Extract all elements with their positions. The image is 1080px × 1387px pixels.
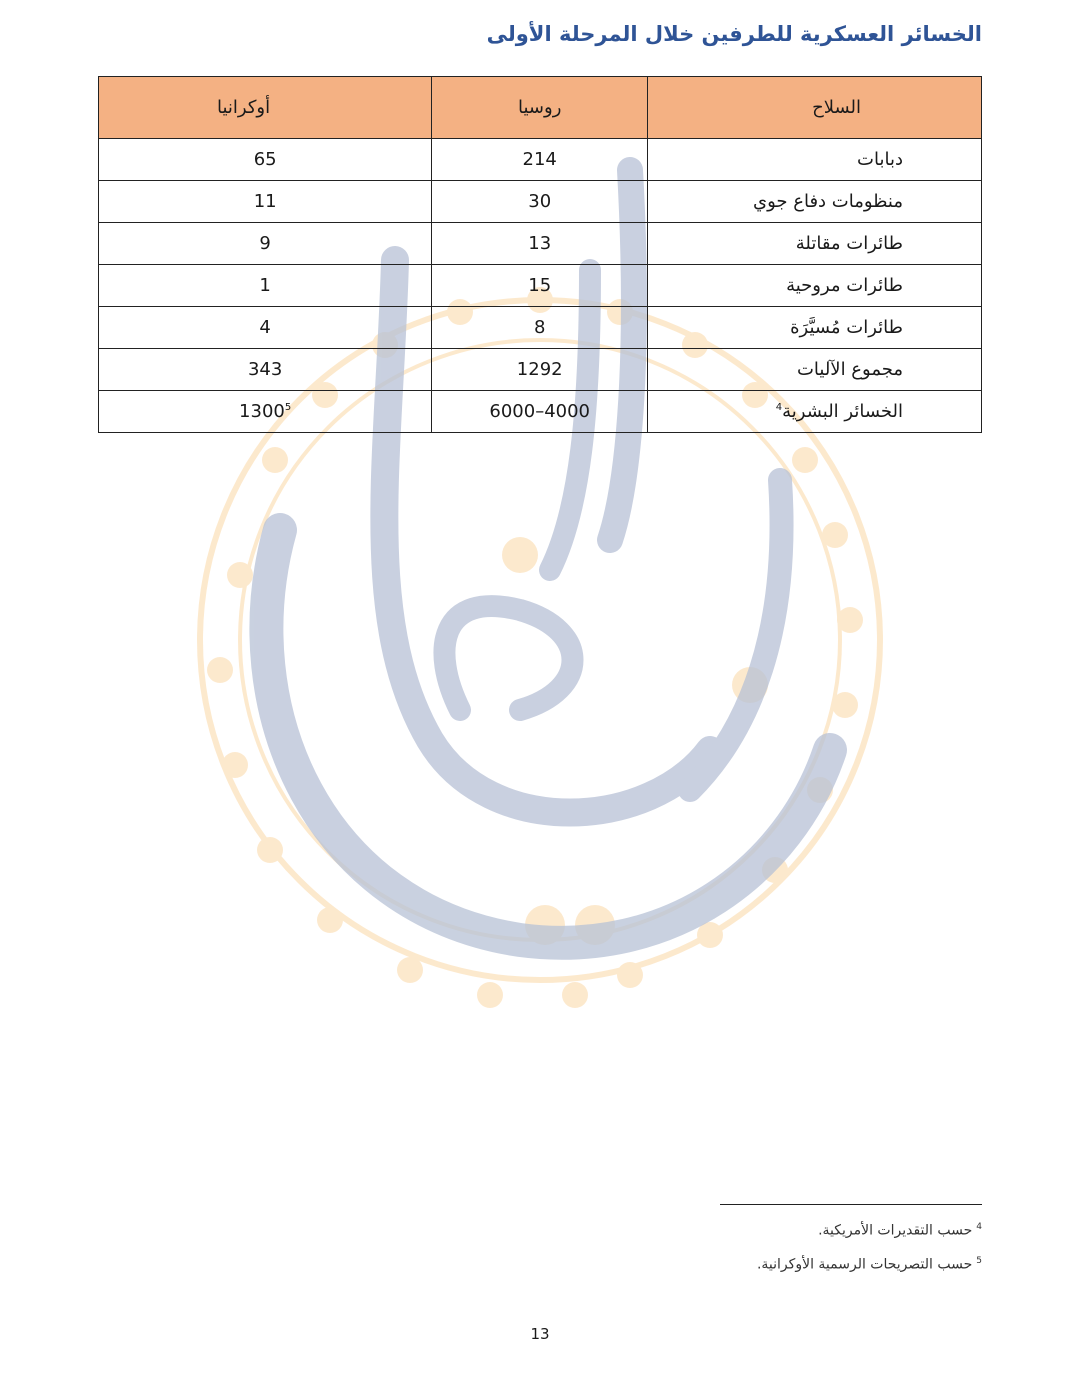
footnote-ref-5[interactable]: 5 — [284, 402, 292, 413]
cell-weapon-text: الخسائر البشرية — [782, 401, 903, 422]
table-row — [99, 349, 982, 391]
header-russia: روسيا — [432, 77, 648, 139]
cell-ukraine: 11 — [99, 181, 432, 223]
table-row — [99, 265, 982, 307]
header-ukraine: أوكرانيا — [99, 77, 432, 139]
table-header-row — [99, 77, 982, 139]
cell-weapon: منظومات دفاع جوي — [648, 181, 982, 223]
losses-table — [98, 76, 982, 433]
cell-weapon: طائرات مروحية — [648, 265, 982, 307]
table-row — [99, 223, 982, 265]
cell-weapon: طائرات مقاتلة — [648, 223, 982, 265]
table-row — [99, 139, 982, 181]
cell-russia: 15 — [432, 265, 648, 307]
footnote-ref-4[interactable]: 4 — [775, 402, 783, 413]
cell-ukraine: 1 — [99, 265, 432, 307]
cell-russia: 1292 — [432, 349, 648, 391]
cell-weapon: مجموع الآليات — [648, 349, 982, 391]
cell-ukraine: 65 — [99, 139, 432, 181]
cell-russia: 4000–6000 — [432, 391, 648, 433]
footnote-divider — [720, 1204, 982, 1205]
cell-weapon — [648, 391, 982, 433]
cell-russia: 30 — [432, 181, 648, 223]
footnote-number: 5 — [976, 1256, 982, 1266]
footnote-5 — [757, 1256, 982, 1273]
footnote-text: حسب التقديرات الأمريكية. — [818, 1222, 973, 1239]
cell-ukraine — [99, 391, 432, 433]
cell-weapon: طائرات مُسيَّرَة — [648, 307, 982, 349]
cell-russia: 8 — [432, 307, 648, 349]
table-row — [99, 307, 982, 349]
table-row — [99, 391, 982, 433]
footnote-number: 4 — [976, 1222, 982, 1232]
cell-weapon: دبابات — [648, 139, 982, 181]
cell-ukraine: 4 — [99, 307, 432, 349]
page-number: 13 — [530, 1325, 550, 1343]
header-weapon: السلاح — [648, 77, 982, 139]
cell-russia: 13 — [432, 223, 648, 265]
page-title: الخسائر العسكرية للطرفين خلال المرحلة الأولى — [486, 22, 982, 46]
cell-russia: 214 — [432, 139, 648, 181]
table-row — [99, 181, 982, 223]
footnote-text: حسب التصريحات الرسمية الأوكرانية. — [756, 1256, 973, 1273]
cell-ukraine: 343 — [99, 349, 432, 391]
cell-ukraine: 9 — [99, 223, 432, 265]
cell-ukraine-text: 1300 — [239, 401, 285, 422]
footnote-4 — [818, 1222, 982, 1239]
